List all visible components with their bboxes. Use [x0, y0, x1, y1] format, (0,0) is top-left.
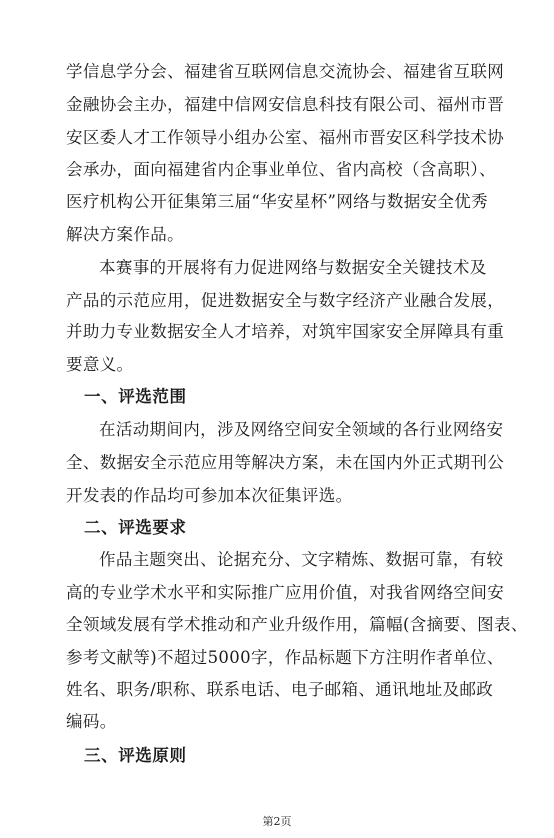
section-heading-scope: 一、评选范围: [84, 387, 187, 406]
paragraph-line: 解决方案作品。: [66, 225, 184, 244]
paragraph-line: 并助力专业数据安全人才培养，对筑牢国家安全屏障具有重: [66, 322, 505, 341]
paragraph-line: 本赛事的开展将有力促进网络与数据安全关键技术及: [99, 258, 487, 277]
page-number: 第2页: [262, 815, 292, 828]
paragraph-line: 姓名、职务/职称、联系电话、电子邮箱、通讯地址及邮政: [66, 680, 494, 699]
paragraph-line: 要意义。: [66, 355, 134, 374]
paragraph-line: 在活动期间内，涉及网络空间安全领域的各行业网络安: [99, 420, 504, 439]
paragraph-line: 安区委人才工作领导小组办公室、福州市晋安区科学技术协: [66, 128, 505, 147]
paragraph-line: 作品主题突出、论据充分、文字精炼、数据可靠，有较: [99, 550, 504, 569]
paragraph-line: 参考文献等)不超过5000字，作品标题下方注明作者单位、: [66, 648, 504, 667]
paragraph-line: 金融协会主办，福建中信网安信息科技有限公司、福州市晋: [66, 95, 505, 114]
paragraph-line: 全领域发展有学术推动和产业升级作用，篇幅(含摘要、图表、: [66, 615, 528, 634]
paragraph-line: 医疗机构公开征集第三届“华安星杯”网络与数据安全优秀: [66, 192, 488, 211]
paragraph-line: 高的专业学术水平和实际推广应用价值，对我省网络空间安: [66, 583, 505, 602]
section-heading-principles: 三、评选原则: [84, 746, 187, 765]
paragraph-line: 全、数据安全示范应用等解决方案，未在国内外正式期刊公: [66, 453, 505, 472]
paragraph-line: 产品的示范应用，促进数据安全与数字经济产业融合发展，: [66, 291, 505, 310]
paragraph-line: 开发表的作品均可参加本次征集评选。: [66, 486, 353, 505]
paragraph-line: 会承办，面向福建省内企事业单位、省内高校（含高职）、: [66, 160, 496, 179]
paragraph-line: 编码。: [66, 712, 117, 731]
paragraph-line: 学信息学分会、福建省互联网信息交流协会、福建省互联网: [66, 62, 505, 81]
section-heading-requirements: 二、评选要求: [84, 518, 187, 537]
